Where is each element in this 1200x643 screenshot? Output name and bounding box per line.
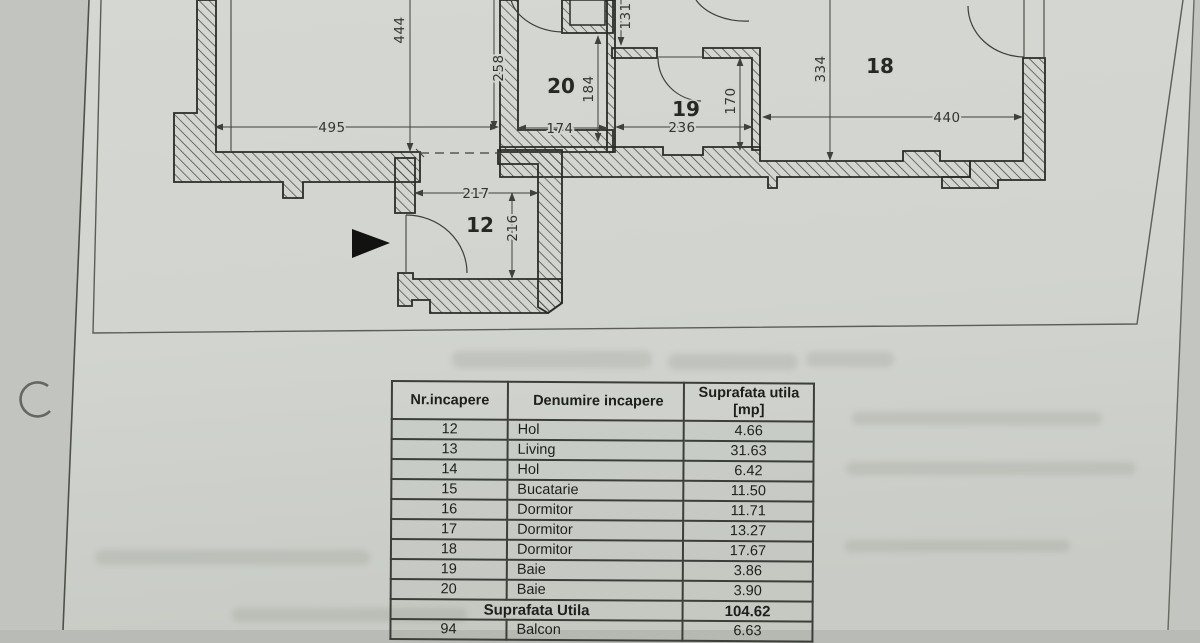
header-usable-area-line1: Suprafata utila xyxy=(698,385,800,402)
room-label-18: 18 xyxy=(866,54,894,78)
cell-room-area: 31.63 xyxy=(684,441,814,462)
dim-440: 440 xyxy=(933,110,961,126)
table-row xyxy=(391,479,813,502)
dim-236: 236 xyxy=(668,120,696,136)
table-row xyxy=(391,539,813,562)
cell-room-name: Hol xyxy=(507,460,683,481)
header-room-number: Nr.incapere xyxy=(392,381,508,420)
table-header-row xyxy=(392,381,814,422)
cell-room-area: 11.50 xyxy=(683,481,813,502)
table-row xyxy=(392,419,814,442)
cell-room-number: 18 xyxy=(391,539,507,560)
total-value: 104.62 xyxy=(683,601,813,622)
cell-room-name: Hol xyxy=(508,420,684,441)
cell-room-name: Baie xyxy=(507,580,683,601)
cell-room-area: 11.71 xyxy=(683,501,813,522)
table-row xyxy=(391,519,813,542)
cell-room-area: 6.42 xyxy=(683,461,813,482)
cell-room-number: 20 xyxy=(391,579,507,600)
cell-room-number: 15 xyxy=(391,479,507,500)
cell-room-name: Living xyxy=(508,440,684,461)
header-usable-area-line2: [mp] xyxy=(733,402,765,419)
dim-131: 131 xyxy=(618,2,634,30)
cell-room-area: 4.66 xyxy=(684,421,814,442)
cell-room-area: 6.63 xyxy=(682,621,812,642)
table-row xyxy=(391,499,813,522)
cell-room-name: Balcon xyxy=(506,620,682,641)
room-areas-table xyxy=(389,380,815,643)
dim-334: 334 xyxy=(813,55,829,83)
cell-room-name: Dormitor xyxy=(507,500,683,521)
dim-495: 495 xyxy=(318,120,346,136)
dim-184: 184 xyxy=(581,75,597,103)
cell-room-number: 13 xyxy=(392,439,508,460)
cell-room-number: 94 xyxy=(390,619,506,640)
dim-258: 258 xyxy=(491,54,507,82)
cell-room-area: 13.27 xyxy=(683,521,813,542)
room-label-19: 19 xyxy=(672,97,700,121)
duct-shaft xyxy=(570,0,605,25)
dim-170: 170 xyxy=(723,87,739,115)
dim-217: 217 xyxy=(462,186,490,202)
dim-444: 444 xyxy=(392,16,408,44)
cell-room-name: Dormitor xyxy=(507,520,683,541)
table-row xyxy=(392,439,814,462)
wall-room20-east xyxy=(607,0,615,152)
wall-hall12-west-block xyxy=(395,158,415,213)
table-balcony-row xyxy=(390,619,812,642)
cell-room-name: Bucatarie xyxy=(507,480,683,501)
cell-room-name: Baie xyxy=(507,560,683,581)
dim-216: 216 xyxy=(505,214,521,242)
room-label-20: 20 xyxy=(547,74,575,98)
total-label: Suprafata Utila xyxy=(391,599,683,621)
cell-room-number: 12 xyxy=(392,419,508,440)
cell-room-number: 17 xyxy=(391,519,507,540)
dim-174: 174 xyxy=(546,121,574,137)
cell-room-number: 16 xyxy=(391,499,507,520)
table-row xyxy=(391,559,813,582)
cell-room-number: 14 xyxy=(391,459,507,480)
table-row xyxy=(391,579,813,602)
header-usable-area xyxy=(684,383,814,422)
table-total-row xyxy=(391,599,813,622)
room-label-12: 12 xyxy=(466,213,494,237)
cell-room-area: 3.86 xyxy=(683,561,813,582)
cell-room-area: 3.90 xyxy=(683,581,813,602)
table-row xyxy=(391,459,813,482)
cell-room-area: 17.67 xyxy=(683,541,813,562)
wall-room19-west-stub xyxy=(612,48,657,58)
header-room-name: Denumire incapere xyxy=(508,382,684,421)
cell-room-number: 19 xyxy=(391,559,507,580)
cell-room-name: Dormitor xyxy=(507,540,683,561)
